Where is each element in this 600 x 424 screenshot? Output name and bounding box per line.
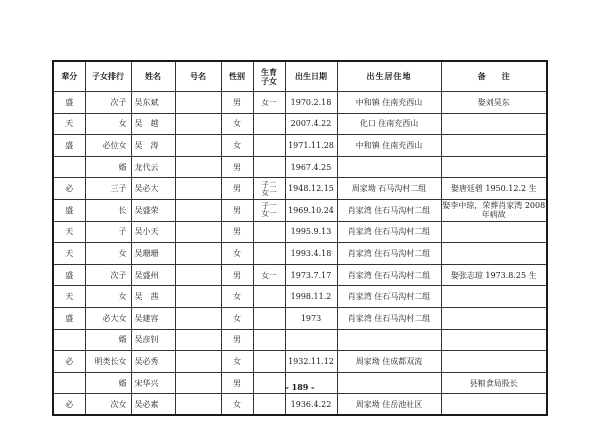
table-row: [53, 286, 547, 308]
generation-cell: [53, 156, 85, 178]
header-gender: 性别: [221, 61, 253, 92]
birth-date-cell: 1998.11.2: [285, 286, 337, 308]
name-cell: 吴必秀: [131, 351, 175, 373]
page-number: - 189 -: [285, 382, 315, 392]
residence-cell: 肖家湾 住石马沟村二组: [337, 264, 441, 286]
birth-order-cell: 婿: [85, 372, 131, 394]
birth-date-cell: [285, 329, 337, 351]
table-row: [53, 307, 547, 329]
children-entry: 女一: [261, 187, 277, 197]
remarks-cell: [441, 329, 547, 351]
residence-cell: 肖家湾 住石马沟村二组: [337, 286, 441, 308]
birth-order-cell: 三子: [85, 178, 131, 200]
birth-order-cell: 明类长女: [85, 351, 131, 373]
remarks-cell: 县粮食局股长: [441, 372, 547, 394]
birth-order-cell: 女: [85, 113, 131, 135]
children-cell: [253, 351, 285, 373]
remarks-cell: [441, 243, 547, 265]
children-cell: [253, 307, 285, 329]
generation-cell: 必: [53, 178, 85, 200]
residence-cell: 肖家湾 住石马沟村二组: [337, 199, 441, 221]
courtesy-name-cell: [175, 351, 221, 373]
table-row: [53, 264, 547, 286]
table-row: [53, 156, 547, 178]
children-cell: [253, 92, 285, 114]
residence-cell: 化口 住南充西山: [337, 113, 441, 135]
table-row: [53, 351, 547, 373]
header-remarks: 备 注: [441, 61, 547, 92]
generation-cell: 盛: [53, 92, 85, 114]
gender-cell: 男: [221, 221, 253, 243]
residence-cell: 周家坳 石马沟村二组: [337, 178, 441, 200]
name-cell: 吴东斌: [131, 92, 175, 114]
children-cell: [253, 329, 285, 351]
remarks-cell: [441, 221, 547, 243]
birth-date-cell: 1995.9.13: [285, 221, 337, 243]
header-row: [53, 61, 547, 92]
header-courtesy-name: 号名: [175, 61, 221, 92]
birth-order-cell: 女: [85, 243, 131, 265]
name-cell: 吴盛荣: [131, 199, 175, 221]
children-cell: [253, 243, 285, 265]
courtesy-name-cell: [175, 264, 221, 286]
residence-cell: 周家坳 住成都双流: [337, 351, 441, 373]
remarks-cell: [441, 135, 547, 157]
children-cell: [253, 264, 285, 286]
birth-order-cell: 次子: [85, 92, 131, 114]
birth-order-cell: 婿: [85, 329, 131, 351]
birth-date-cell: 1971.11.28: [285, 135, 337, 157]
header-birth-order: 子女排行: [85, 61, 131, 92]
children-cell: [253, 199, 285, 221]
generation-cell: 天: [53, 286, 85, 308]
name-cell: 吴珊珊: [131, 243, 175, 265]
name-cell: 吴必大: [131, 178, 175, 200]
residence-cell: 肖家湾 住石马沟村二组: [337, 307, 441, 329]
birth-date-cell: 1948.12.15: [285, 178, 337, 200]
header-birth-date: 出生日期: [285, 61, 337, 92]
residence-cell: [337, 329, 441, 351]
generation-cell: 盛: [53, 199, 85, 221]
remarks-cell: [441, 394, 547, 416]
gender-cell: 男: [221, 264, 253, 286]
gender-cell: 女: [221, 286, 253, 308]
courtesy-name-cell: [175, 156, 221, 178]
table-row: [53, 221, 547, 243]
birth-order-cell: 子: [85, 221, 131, 243]
children-cell: [253, 113, 285, 135]
children-entry: 女一: [261, 209, 277, 219]
table-row: [53, 135, 547, 157]
gender-cell: 男: [221, 199, 253, 221]
table-row: [53, 394, 547, 416]
remarks-cell: 娶刘昊东: [441, 92, 547, 114]
children-cell: [253, 221, 285, 243]
gender-cell: 男: [221, 329, 253, 351]
courtesy-name-cell: [175, 92, 221, 114]
generation-cell: [53, 329, 85, 351]
birth-date-cell: 2007.4.22: [285, 113, 337, 135]
table-row: [53, 113, 547, 135]
name-cell: 龙代云: [131, 156, 175, 178]
residence-cell: 肖家湾 住石马沟村二组: [337, 221, 441, 243]
courtesy-name-cell: [175, 178, 221, 200]
children-entry: 女一: [261, 270, 277, 280]
remarks-cell: [441, 307, 547, 329]
birth-order-cell: 次女: [85, 394, 131, 416]
header-children-line2: 子女: [261, 75, 277, 86]
gender-cell: 女: [221, 307, 253, 329]
gender-cell: 女: [221, 351, 253, 373]
residence-cell: 中和镇 住南充西山: [337, 135, 441, 157]
children-cell: [253, 135, 285, 157]
gender-cell: 女: [221, 394, 253, 416]
children-entry: 子一: [261, 201, 277, 211]
courtesy-name-cell: [175, 286, 221, 308]
children-cell: [253, 286, 285, 308]
table-row: [53, 178, 547, 200]
name-cell: 吴 越: [131, 113, 175, 135]
name-cell: 吴必素: [131, 394, 175, 416]
birth-order-cell: 婿: [85, 156, 131, 178]
remarks-cell: [441, 156, 547, 178]
birth-order-cell: 女: [85, 286, 131, 308]
children-entry: 子二: [261, 179, 277, 189]
residence-cell: 肖家湾 住石马沟村二组: [337, 243, 441, 265]
birth-date-cell: 1936.4.22: [285, 394, 337, 416]
courtesy-name-cell: [175, 199, 221, 221]
name-cell: 吴 涛: [131, 135, 175, 157]
generation-cell: 盛: [53, 307, 85, 329]
remarks-cell: 娶唐廷碧 1950.12.2 生: [441, 178, 547, 200]
table-row: [53, 329, 547, 351]
gender-cell: 男: [221, 92, 253, 114]
name-cell: 吴彦钊: [131, 329, 175, 351]
courtesy-name-cell: [175, 135, 221, 157]
generation-cell: 天: [53, 243, 85, 265]
courtesy-name-cell: [175, 329, 221, 351]
header-children: [253, 61, 285, 92]
birth-date-cell: 1967.4.25: [285, 156, 337, 178]
table-body: [53, 92, 547, 416]
gender-cell: 女: [221, 243, 253, 265]
generation-cell: 天: [53, 113, 85, 135]
birth-date-cell: 1932.11.12: [285, 351, 337, 373]
birth-date-cell: 1973.7.17: [285, 264, 337, 286]
header-generation: 辈分: [53, 61, 85, 92]
courtesy-name-cell: [175, 221, 221, 243]
courtesy-name-cell: [175, 113, 221, 135]
gender-cell: 男: [221, 156, 253, 178]
header-name: 姓名: [131, 61, 175, 92]
courtesy-name-cell: [175, 243, 221, 265]
birth-date-cell: 1973: [285, 307, 337, 329]
generation-cell: 必: [53, 394, 85, 416]
residence-cell: 中和镇 住南充西山: [337, 92, 441, 114]
remarks-cell: [441, 286, 547, 308]
name-cell: 吴小天: [131, 221, 175, 243]
name-cell: 吴 茜: [131, 286, 175, 308]
remarks-cell: [441, 351, 547, 373]
children-cell: [253, 156, 285, 178]
birth-order-cell: 必大女: [85, 307, 131, 329]
residence-cell: 周家坳 住岳池社区: [337, 394, 441, 416]
birth-date-cell: 1970.2.18: [285, 92, 337, 114]
courtesy-name-cell: [175, 307, 221, 329]
birth-date-cell: 1993.4.18: [285, 243, 337, 265]
birth-order-cell: 必位女: [85, 135, 131, 157]
generation-cell: 必: [53, 351, 85, 373]
table-row: [53, 243, 547, 265]
table-row: [53, 199, 547, 221]
birth-date-cell: 1969.10.24: [285, 199, 337, 221]
remarks-cell: [441, 113, 547, 135]
generation-cell: 盛: [53, 264, 85, 286]
generation-cell: 盛: [53, 135, 85, 157]
children-cell: [253, 394, 285, 416]
table-row: [53, 92, 547, 114]
children-cell: [253, 178, 285, 200]
genealogy-table: [52, 60, 548, 416]
name-cell: 吴建容: [131, 307, 175, 329]
courtesy-name-cell: [175, 394, 221, 416]
remarks-cell: 娶张志琼 1973.8.25 生: [441, 264, 547, 286]
children-entry: 女一: [261, 97, 277, 107]
remarks-cell: 娶李中琼，荣葬肖家湾 2008 年病故: [442, 201, 546, 220]
header-children-line1: 生育: [261, 66, 277, 77]
residence-cell: [337, 156, 441, 178]
birth-order-cell: 长: [85, 199, 131, 221]
gender-cell: 男: [221, 372, 253, 394]
name-cell: 宋华兴: [131, 372, 175, 394]
gender-cell: 女: [221, 113, 253, 135]
birth-order-cell: 次子: [85, 264, 131, 286]
header-residence: 出生居住地: [337, 61, 441, 92]
gender-cell: 男: [221, 178, 253, 200]
name-cell: 吴盛州: [131, 264, 175, 286]
gender-cell: 女: [221, 135, 253, 157]
generation-cell: 天: [53, 221, 85, 243]
